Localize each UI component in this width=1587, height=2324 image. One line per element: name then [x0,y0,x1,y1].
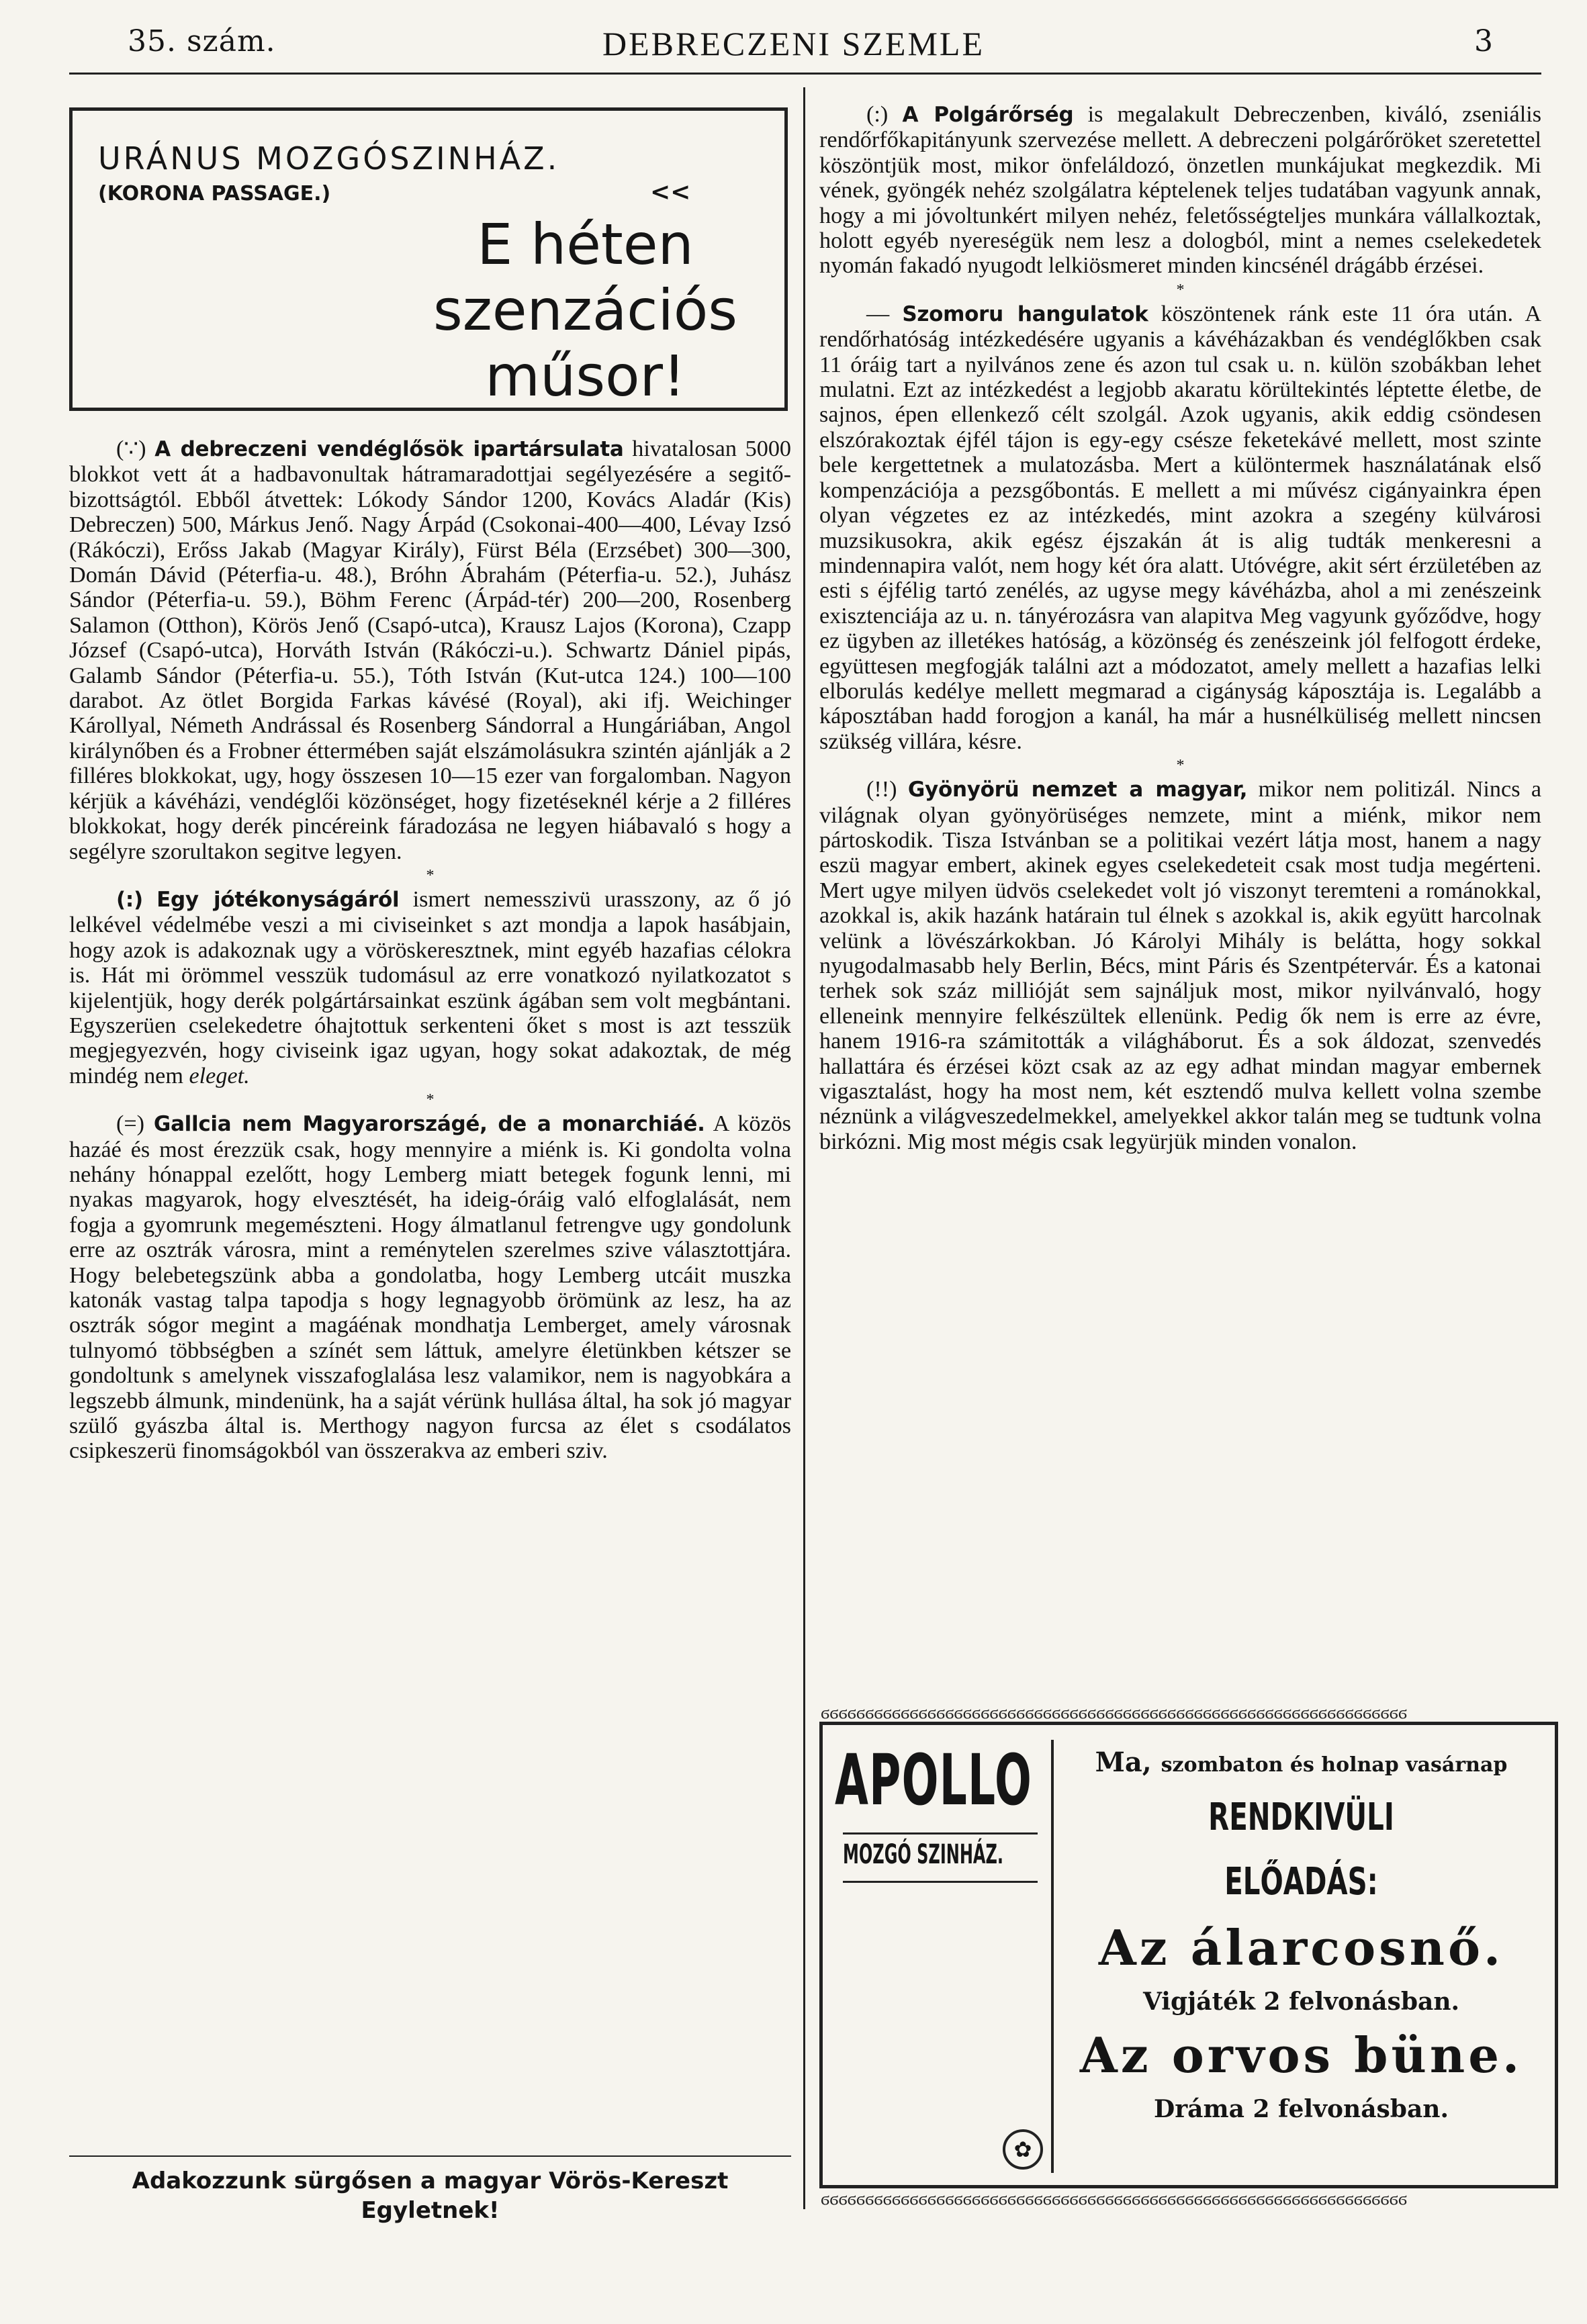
article-mark: (:) [116,887,143,912]
uranus-ad-headline-3: műsor! [485,343,686,409]
article-gyonyoru-nemzet [819,777,1541,1154]
apollo-divider [843,1832,1038,1834]
article-lead: Szomoru hangulatok [902,301,1148,326]
article-body: ismert nemesszivü urasszony, az ő jó lelkével védelmébe veszi a mi civiseinket s azt mondja a lapok hasábjain, hogy azok is adakoznak ugy a vöröskeresztnek, mint egyéb hazafias célokra is. Hát mi örömmel vesszük tudomásul az erre vonatkozó nyilatkozatot s kijelentjük, hogy derék polgártársainkat eszünk ágában sem volt megbántani. Egyszerüen cselekedetre óhajtottuk serkenteni őket s most is azt tesszük megjegyezvén, hogy civiseink igaz ugyan, hogy sokat adakoztak, de még mindég nem [69,886,792,1088]
apollo-days: szombaton és holnap vasárnap [1161,1753,1508,1777]
film-genre-1: Vigjáték 2 felvonásban. [1142,1988,1460,2016]
apollo-name: APOLLO [835,1739,1033,1821]
film-title-2: Az orvos büne. [1079,2027,1523,2084]
page-number: 3 [1474,24,1494,58]
article-end-word: eleget. [189,1063,250,1088]
column-divider [803,87,805,2209]
film-title-1: Az álarcosnő. [1098,1919,1504,1976]
issue-number: 35. szám. [128,24,276,58]
apollo-cinema-ad [819,1722,1558,2188]
apollo-dates [1064,1742,1538,1785]
article-mark: (∵) [116,436,146,461]
bottom-note-rule [69,2155,791,2157]
article-body: köszöntenek ránk este 11 óra után. A rendőrhatóság intézkedésére ugyanis a kávéházakban és vendéglőkben csak 11 óráig tart a nyilvános zene és azon tul csak u. n. külön szobákban lehet mulatni. Ezt az intézkedést a legjobb akaratu körültekintés léptette életbe, de sajnos, épen ellenkező célt szolgál. Azok ugyanis, akik eddig csöndesen elszórakoztak éjfél tájon is egy-egy csésze feketekávé mellett, most szinte bele kergettetnek a mulatozásba. Mert a különtermek használatának első kompenzációja a pezsgőbontás. E mellett a mi művész cigányainkra épen olyan végzetes ez az intézkedés, mint azokra a szegény külvárosi muzsikusokra, akik egész éjszakán át is alig tudták menkeresni a mindennapira valót, nem hogy két óra alatt. Utóvégre, akit sért érzületében az esti s éjfélig tartó zenélés, az ugyse megy kávéházba, ahol a mi zenészeink exisztenciája az u. n. tányérozásra van alapitva Meg vagyunk győződve, hogy ez ügyben az illetékes hatóság, a közönség és zenészeink jól felfogott érdeke, együttesen megfogják találni azt a módozatot, amely mellett a hazafias lelki elborulás kedélye mellett megmarad a cigányság káposztája is. Legalább a káposztában hadd forogjon a kanál, ha már a husnélküliség mellett nincsen szükség villára, késre. [819,301,1542,754]
apollo-program [1064,1742,1538,2129]
apollo-today: Ma, [1095,1747,1152,1778]
uranus-ad-title: URÁNUS MOZGÓSZINHÁZ. [98,140,560,177]
apollo-divider [843,1881,1038,1883]
section-star: * [1176,757,1185,775]
article-lead: Egy jótékonyságáról [156,887,400,912]
left-column [69,436,791,1464]
apollo-logo-block [835,1740,1050,2173]
article-vendeglosok [69,436,791,864]
article-mark: (=) [116,1111,145,1137]
article-body: hivatalosan 5000 blokkot vett át a hadbavonultak hátramaradottjai segélyezésére a segitő-bizottságtól. Ebből átvettek: Lókody Sándor 1200, Kovács Aladár (Kis) Debreczen) 500, Márkus Jenő. Nagy Árpád (Csokonai-400—400, Lévay Izsó (Rákóczi), Erőss Jakab (Magyar Király), Fürst Béla (Erzsébet) 300—300, Domán Dávid (Péterfia-u. 48.), Bróhn Ábrahám (Péterfia-u. 52.), Juhász Sándor (Péterfia-u. 59.), Böhm Ferenc (Árpád-tér) 200—200, Rosenberg Salamon (Otthon), Körös Jenő (Csapó-utca), Krausz Lajos (Korona), Czapp József (Csapó-utca), Horváth István (Rákóczi-u.). Schwartz Dániel pipás, Galamb Sándor (Péterfia-u. 55.), Tóth István (Kut-utca 124.) 100—100 darabot. Az ötlet Borgida Farkas kávésé (Royal), aki ifj. Weichinger Károllyal, Németh Andrással és Rosenberg Sándorral a Hungáriában, Angol királynőben és a Frobner éttermében saját elszámolásukra szintén ajánlják a 2 filléres blokkokat, ugy, hogy összesen 10—15 ezer van forgalomban. Nagyon kérjük a kávéházi, vendéglői közönséget, hogy fizetéseknél kérje a 2 filléres blokkokat, hogy derék pincéreink fáradozása ne legyen hiábavaló s hogy a segélyre szorultakon segitve legyen. [69,436,792,864]
flower-emblem-icon: ✿ [1003,2129,1043,2170]
article-lead: A debreczeni vendéglősök ipartársulata [154,437,624,461]
article-body: A közös hazáé és most érezzük csak, hogy mennyire a miénk is. Ki gondolta volna nehány hónappal ezelőtt, hogy Lemberg miatt betegek fogunk lenni, mi nyakas magyarok, hogy elvesztését, ha ideig-óráig való elfoglalását, nem fogja a gyomrunk megemészteni. Hogy álmatlanul fetrengve ugy gondolunk erre az osztrák városra, mint a reménytelen szerelmes szive választottjára. Hogy belebetegszünk abba a gondolatba, hogy Lemberg utcáit muszka katonák vastag talpa tapodja s hogy legnagyobb örömünk az lesz, ha az osztrák sógor megint a magáénak mondhatja Lemberget, amely városnak tulnyomó többségben a színét sem láttuk, amelyre életünkben kétszer se gondoltunk s amelynek visszafoglalása lesz valamikor, nem is nagyobkára a legszebb álmunk, mindenünk, ha a saját vérünk hullása által, ha sok jó magyar szülő gyászba által is. Merthogy nagyon furcsa az élet s csodálatos csipkeszerü finomságokból van összerakva az emberi sziv. [69,1111,791,1464]
ornament-border-bottom: ϭϭϭϭϭϭϭϭϭϭϭϭϭϭϭϭϭϭϭϭϭϭϭϭϭϭϭϭϭϭϭϭϭϭϭϭϭϭϭϭϭϭϭϭϭϭϭϭϭϭϭϭϭϭϭϭϭϭϭϭϭϭϭϭϭϭ [821,2190,1408,2208]
apollo-vertical-divider [1051,1740,1054,2173]
section-star: * [426,866,435,884]
article-szomoru-hangulatok [819,301,1541,754]
right-column [819,102,1541,1154]
uranus-ad-location: (KORONA PASSAGE.) [98,182,331,205]
section-star: * [426,1091,435,1109]
article-body: mikor nem politizál. Nincs a világnak olyan gyönyörüséges nemzete, mint a miénk, mikor nem pártoskodik. Tisza Istvánban se a politikai vezért látja most, hanem a nagy eszü magyar embert, akinek egyes cselekedeteit csak most tudja megérteni. Mert ugye milyen üdvös cselekedet volt jó viszonyt teremteni a románokkal, azokkal is, akik hazánk határain tul élnek s azokkal is, akik együtt harcolnak velünk a lövészárkokban. Jó Károlyi Mihály is belátta, hogy sokkal nyugodalmasabb hely Berlin, Bécs, mint Páris és Szentpétervár. És a katonai terhek sok száz millióját sem sajnáljuk most, mikor nyilvánvaló, hogy elleneink mennyire felkészültek ellenünk. Pedig ők nem is erre az évre, hanem 1916-ra számitották a világháborut. És a sok áldozat, szenvedés hallattára és érzései közt csak az az egy adhat mindan magyar embernek vigasztalást, hogy ha most nem, két esztendő mulva kellett volna szembe néznünk a világveszedelmekkel, amelyekkel akkor talán meg se tudtunk volna birkózni. Mig most mégis csak legyürjük minden vonalon. [819,777,1542,1154]
uranus-ad-headline-2: szenzációs [433,277,737,343]
article-jotekonysag [69,887,791,1088]
article-body: is megalakult Debreczenben, kiváló, zseniális rendőrfőkapitányunk szervezése mellett. A debreczeni polgárőröket szeretettel köszöntjük most, mikor önfeláldozó, önzetlen munkájukat megkezdik. Mi vének, gyöngék nehéz szolgálatra képtelenek teljes tudatában vagyunk annak, hogy a mi jóvoltunkért milyen nehéz, feletősségteljes munkára vállalkoztak, holott egyéb nyereségük nem lesz a dologból, mint a nemes cselekedetek nyomán fakadó nyugodt lelkiösmeret minden kincsénél drágább érzései. [819,102,1542,279]
header-rule [69,73,1541,75]
article-galicia [69,1111,791,1464]
uranus-ad-headline-1: E héten [477,212,694,277]
article-lead: A Polgárőrség [902,103,1074,127]
newspaper-title: DEBRECZENI SZEMLE [602,25,985,62]
appeal-line-1: Adakozzunk sürgősen a magyar Vörös-Kereszt [132,2168,729,2194]
uranus-ad-headline [433,212,737,409]
article-lead: Gallcia nem Magyarországé, de a monarchiáé. [153,1112,705,1137]
film-genre-2: Dráma 2 felvonásban. [1153,2095,1449,2123]
article-mark: (:) [866,102,889,127]
article-polgarorseg [819,102,1541,279]
section-star: * [1176,281,1185,299]
article-mark: — [866,301,890,326]
appeal-line-2: Egyletnek! [361,2197,500,2224]
red-cross-appeal [69,2166,791,2225]
arrows-icon: << [650,178,691,206]
ornament-border-top: ϭϭϭϭϭϭϭϭϭϭϭϭϭϭϭϭϭϭϭϭϭϭϭϭϭϭϭϭϭϭϭϭϭϭϭϭϭϭϭϭϭϭϭϭϭϭϭϭϭϭϭϭϭϭϭϭϭϭϭϭϭϭϭϭϭϭ [821,1704,1408,1722]
article-lead: Gyönyörü nemzet a magyar, [907,778,1248,802]
article-mark: (!!) [866,777,897,802]
apollo-subtitle: MOZGÓ SZINHÁZ. [843,1839,1004,1870]
uranus-cinema-ad [69,107,788,411]
apollo-special: RENDKIVÜLI ELŐADÁS: [1208,1796,1394,1904]
